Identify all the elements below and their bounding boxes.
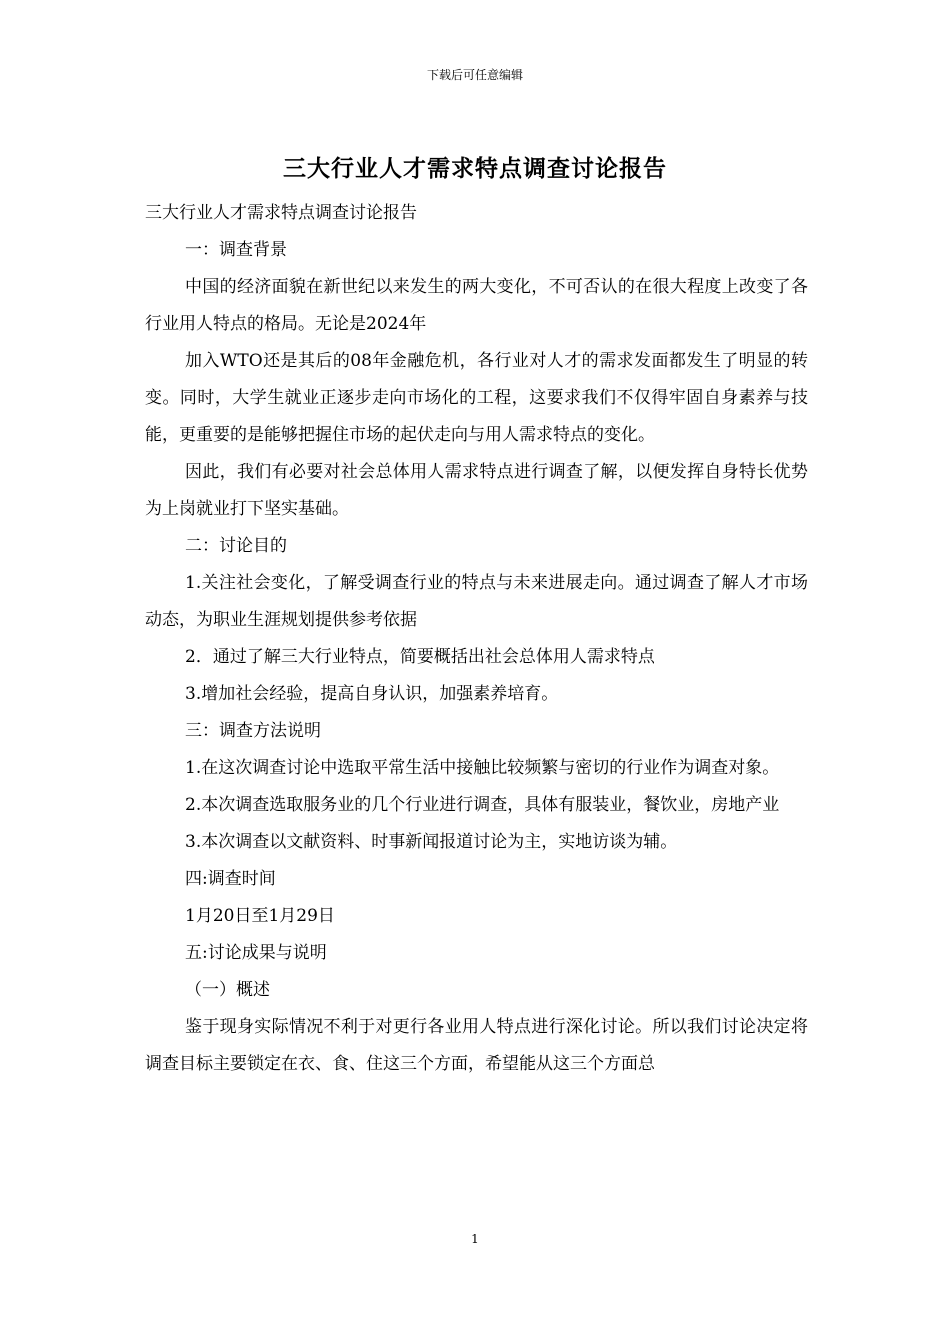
page-header: 下载后可任意编辑 bbox=[426, 68, 523, 82]
list-item: 1.关注社会变化，了解受调查行业的特点与未来进展走向。通过调查了解人才市场动态，为职业生涯规划提供参考依据 bbox=[145, 573, 808, 630]
paragraph: 鉴于现身实际情况不利于对更行各业用人特点进行深化讨论。所以我们讨论决定将调查目标主要锁定在衣、食、住这三个方面，希望能从这三个方面总 bbox=[145, 1017, 808, 1074]
page-number: 1 bbox=[471, 1232, 479, 1246]
list-item: 1.在这次调查讨论中选取平常生活中接触比较频繁与密切的行业作为调查对象。 bbox=[185, 758, 780, 778]
section-heading-purpose: 二：讨论目的 bbox=[185, 536, 287, 556]
list-item: 2．通过了解三大行业特点，简要概括出社会总体用人需求特点 bbox=[185, 647, 655, 667]
list-item: 3.增加社会经验，提高自身认识，加强素养培育。 bbox=[185, 684, 559, 704]
paragraph-subtitle: 三大行业人才需求特点调查讨论报告 bbox=[145, 203, 417, 223]
section-heading-method: 三：调查方法说明 bbox=[185, 721, 321, 741]
list-item: 2.本次调查选取服务业的几个行业进行调查，具体有服装业，餐饮业，房地产业 bbox=[185, 795, 780, 815]
date-range: 1月20日至1月29日 bbox=[185, 906, 335, 926]
subsection-heading-overview: （一）概述 bbox=[185, 980, 270, 1000]
document-body bbox=[145, 195, 808, 1083]
list-item: 3.本次调查以文献资料、时事新闻报道讨论为主，实地访谈为辅。 bbox=[185, 832, 678, 852]
paragraph: 中国的经济面貌在新世纪以来发生的两大变化，不可否认的在很大程度上改变了各行业用人特点的格局。无论是2024年 bbox=[145, 277, 808, 334]
section-heading-results: 五:讨论成果与说明 bbox=[185, 943, 327, 963]
section-heading-time: 四:调查时间 bbox=[185, 869, 276, 889]
paragraph: 因此，我们有必要对社会总体用人需求特点进行调查了解，以便发挥自身特长优势为上岗就业打下坚实基础。 bbox=[145, 462, 808, 519]
section-heading-background: 一：调查背景 bbox=[185, 240, 287, 260]
paragraph: 加入WTO还是其后的08年金融危机，各行业对人才的需求发面都发生了明显的转变。同时，大学生就业正逐步走向市场化的工程，这要求我们不仅得牢固自身素养与技能，更重要的是能够把握住市场的起伏走向与用人需求特点的变化。 bbox=[145, 351, 808, 445]
document-title: 三大行业人才需求特点调查讨论报告 bbox=[283, 155, 667, 182]
